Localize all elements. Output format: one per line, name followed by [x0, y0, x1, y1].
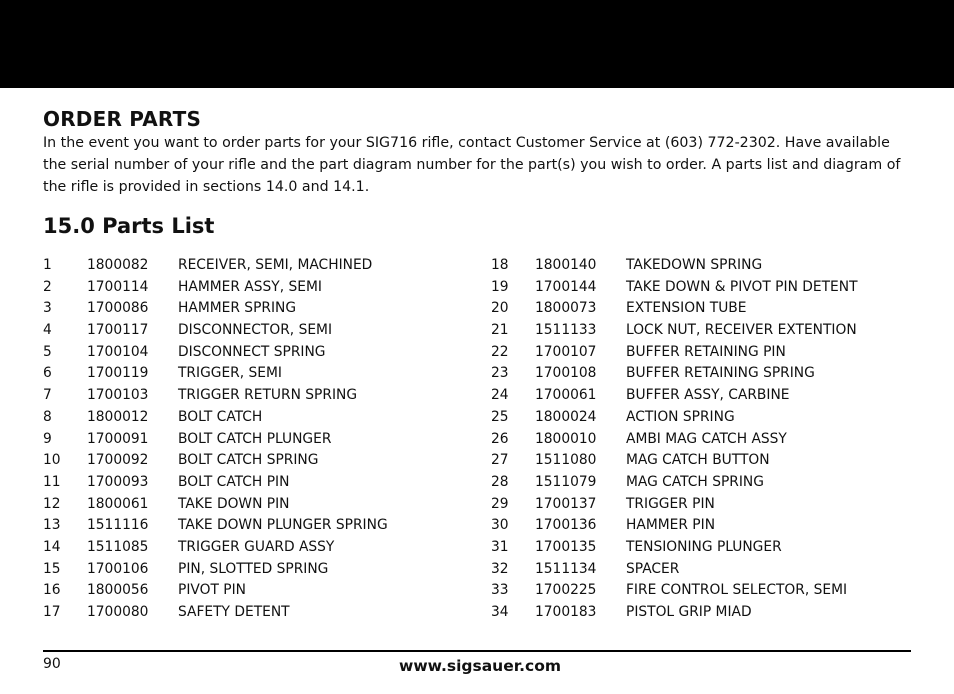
- part-row: [491, 580, 911, 602]
- part-description: BUFFER RETAINING SPRING: [626, 365, 815, 382]
- part-number: 1511116: [87, 517, 149, 534]
- part-index: 1: [43, 257, 52, 273]
- part-description: MAG CATCH BUTTON: [626, 452, 770, 469]
- footer-divider: [43, 650, 911, 652]
- part-number: 1700108: [535, 365, 597, 382]
- part-number: 1700103: [87, 387, 149, 404]
- part-description: TAKEDOWN SPRING: [626, 257, 763, 273]
- part-number: 1511134: [535, 560, 597, 577]
- part-row: [491, 450, 911, 472]
- part-description: TAKE DOWN PIN: [178, 495, 290, 512]
- part-row: [43, 472, 463, 494]
- part-description: BUFFER ASSY, CARBINE: [626, 387, 790, 404]
- part-row: [491, 472, 911, 494]
- part-description: SPACER: [626, 560, 680, 577]
- part-row: [491, 602, 911, 624]
- part-index: 6: [43, 365, 52, 382]
- part-index: 11: [43, 473, 61, 490]
- part-index: 22: [491, 343, 509, 360]
- part-index: 10: [43, 452, 61, 469]
- part-index: 20: [491, 300, 509, 317]
- part-row: [43, 450, 463, 472]
- part-row: [43, 429, 463, 451]
- part-row: [43, 298, 463, 320]
- part-row: [43, 494, 463, 516]
- part-index: 9: [43, 430, 52, 447]
- part-index: 17: [43, 604, 61, 620]
- part-description: AMBI MAG CATCH ASSY: [626, 430, 787, 447]
- part-description: BUFFER RETAINING PIN: [626, 343, 786, 360]
- part-description: TRIGGER GUARD ASSY: [178, 538, 335, 555]
- part-row: [43, 255, 463, 277]
- part-index: 3: [43, 300, 52, 317]
- part-number: 1700104: [87, 343, 149, 360]
- part-number: 1700061: [535, 387, 597, 404]
- part-index: 26: [491, 430, 509, 447]
- part-row: [491, 385, 911, 407]
- part-row: [43, 515, 463, 537]
- part-row: [491, 537, 911, 559]
- part-number: 1800024: [535, 408, 597, 425]
- part-index: 2: [43, 278, 52, 295]
- part-row: [43, 559, 463, 581]
- part-row: [43, 320, 463, 342]
- part-description: MAG CATCH SPRING: [626, 473, 764, 490]
- part-row: [43, 602, 463, 624]
- part-row: [491, 255, 911, 277]
- part-index: 27: [491, 452, 509, 469]
- part-description: TRIGGER PIN: [626, 495, 715, 512]
- part-description: BOLT CATCH: [178, 408, 263, 425]
- part-number: 1700135: [535, 538, 597, 555]
- part-number: 1700086: [87, 300, 149, 317]
- part-row: [491, 298, 911, 320]
- part-number: 1700092: [87, 452, 149, 469]
- part-number: 1511080: [535, 452, 597, 469]
- part-number: 1700080: [87, 604, 149, 620]
- part-number: 1700137: [535, 495, 597, 512]
- part-number: 1800056: [87, 582, 149, 599]
- part-index: 30: [491, 517, 509, 534]
- part-index: 18: [491, 257, 509, 273]
- part-number: 1700091: [87, 430, 149, 447]
- part-row: [43, 407, 463, 429]
- part-description: TENSIONING PLUNGER: [626, 538, 782, 555]
- order-parts-title: ORDER PARTS: [43, 107, 202, 131]
- part-description: BOLT CATCH PLUNGER: [178, 430, 332, 447]
- part-description: PISTOL GRIP MIAD: [626, 604, 752, 620]
- part-index: 31: [491, 538, 509, 555]
- part-index: 23: [491, 365, 509, 382]
- part-number: 1511085: [87, 538, 149, 555]
- part-index: 19: [491, 278, 509, 295]
- parts-list-heading: 15.0 Parts List: [43, 214, 215, 238]
- part-description: FIRE CONTROL SELECTOR, SEMI: [626, 582, 848, 599]
- part-index: 33: [491, 582, 509, 599]
- part-index: 32: [491, 560, 509, 577]
- part-description: DISCONNECTOR, SEMI: [178, 322, 333, 339]
- part-number: 1700114: [87, 278, 149, 295]
- part-number: 1700117: [87, 322, 149, 339]
- part-description: TRIGGER, SEMI: [178, 365, 282, 382]
- part-row: [43, 385, 463, 407]
- part-description: PIN, SLOTTED SPRING: [178, 560, 329, 577]
- part-number: 1800140: [535, 257, 597, 273]
- part-description: BOLT CATCH PIN: [178, 473, 290, 490]
- part-number: 1700106: [87, 560, 149, 577]
- part-description: HAMMER PIN: [626, 517, 716, 534]
- part-index: 25: [491, 408, 509, 425]
- part-row: [43, 277, 463, 299]
- part-description: HAMMER ASSY, SEMI: [178, 278, 322, 295]
- header-bar: [0, 0, 954, 88]
- part-number: 1800082: [87, 257, 149, 273]
- part-row: [491, 407, 911, 429]
- part-number: 1700136: [535, 517, 597, 534]
- part-description: LOCK NUT, RECEIVER EXTENTION: [626, 322, 857, 339]
- part-index: 5: [43, 343, 52, 360]
- part-index: 21: [491, 322, 509, 339]
- part-row: [491, 515, 911, 537]
- part-number: 1700183: [535, 604, 597, 620]
- part-description: TAKE DOWN & PIVOT PIN DETENT: [626, 278, 858, 295]
- part-number: 1800073: [535, 300, 597, 317]
- part-index: 16: [43, 582, 61, 599]
- parts-list-left-column: [43, 255, 463, 624]
- part-description: RECEIVER, SEMI, MACHINED: [178, 257, 373, 273]
- part-row: [491, 320, 911, 342]
- part-index: 34: [491, 604, 509, 620]
- part-row: [491, 342, 911, 364]
- part-index: 12: [43, 495, 61, 512]
- part-number: 1800010: [535, 430, 597, 447]
- part-row: [43, 342, 463, 364]
- part-row: [491, 559, 911, 581]
- part-description: BOLT CATCH SPRING: [178, 452, 319, 469]
- part-index: 29: [491, 495, 509, 512]
- part-number: 1700225: [535, 582, 597, 599]
- part-description: TRIGGER RETURN SPRING: [178, 387, 358, 404]
- part-index: 15: [43, 560, 61, 577]
- part-description: TAKE DOWN PLUNGER SPRING: [178, 517, 388, 534]
- part-description: PIVOT PIN: [178, 582, 246, 599]
- part-row: [491, 429, 911, 451]
- part-number: 1511079: [535, 473, 597, 490]
- part-index: 24: [491, 387, 509, 404]
- parts-list-right-column: [491, 255, 911, 624]
- part-index: 7: [43, 387, 52, 404]
- part-row: [491, 277, 911, 299]
- part-number: 1700119: [87, 365, 149, 382]
- part-number: 1700144: [535, 278, 597, 295]
- order-parts-body: In the event you want to order parts for your SIG716 rifle, contact Customer Service at (603) 772-2302. Have available the serial number of your rifle and the part diagram number for the part(s) you wish to order. A parts list and diagram of the rifle is provided in sections 14.0 and 14.1.: [43, 135, 901, 195]
- part-row: [491, 494, 911, 516]
- part-description: HAMMER SPRING: [178, 300, 297, 317]
- part-row: [43, 580, 463, 602]
- part-row: [491, 363, 911, 385]
- part-number: 1511133: [535, 322, 597, 339]
- part-description: SAFETY DETENT: [178, 604, 290, 620]
- part-index: 4: [43, 322, 52, 339]
- page-number: 90: [43, 656, 61, 672]
- part-description: EXTENSION TUBE: [626, 300, 747, 317]
- part-description: ACTION SPRING: [626, 408, 735, 425]
- part-number: 1700107: [535, 343, 597, 360]
- part-index: 28: [491, 473, 509, 490]
- part-row: [43, 537, 463, 559]
- part-index: 14: [43, 538, 61, 555]
- part-description: DISCONNECT SPRING: [178, 343, 326, 360]
- part-index: 8: [43, 408, 52, 425]
- part-number: 1800012: [87, 408, 149, 425]
- part-number: 1700093: [87, 473, 149, 490]
- website-link[interactable]: www.sigsauer.com: [399, 657, 562, 675]
- part-index: 13: [43, 517, 61, 534]
- part-row: [43, 363, 463, 385]
- part-number: 1800061: [87, 495, 149, 512]
